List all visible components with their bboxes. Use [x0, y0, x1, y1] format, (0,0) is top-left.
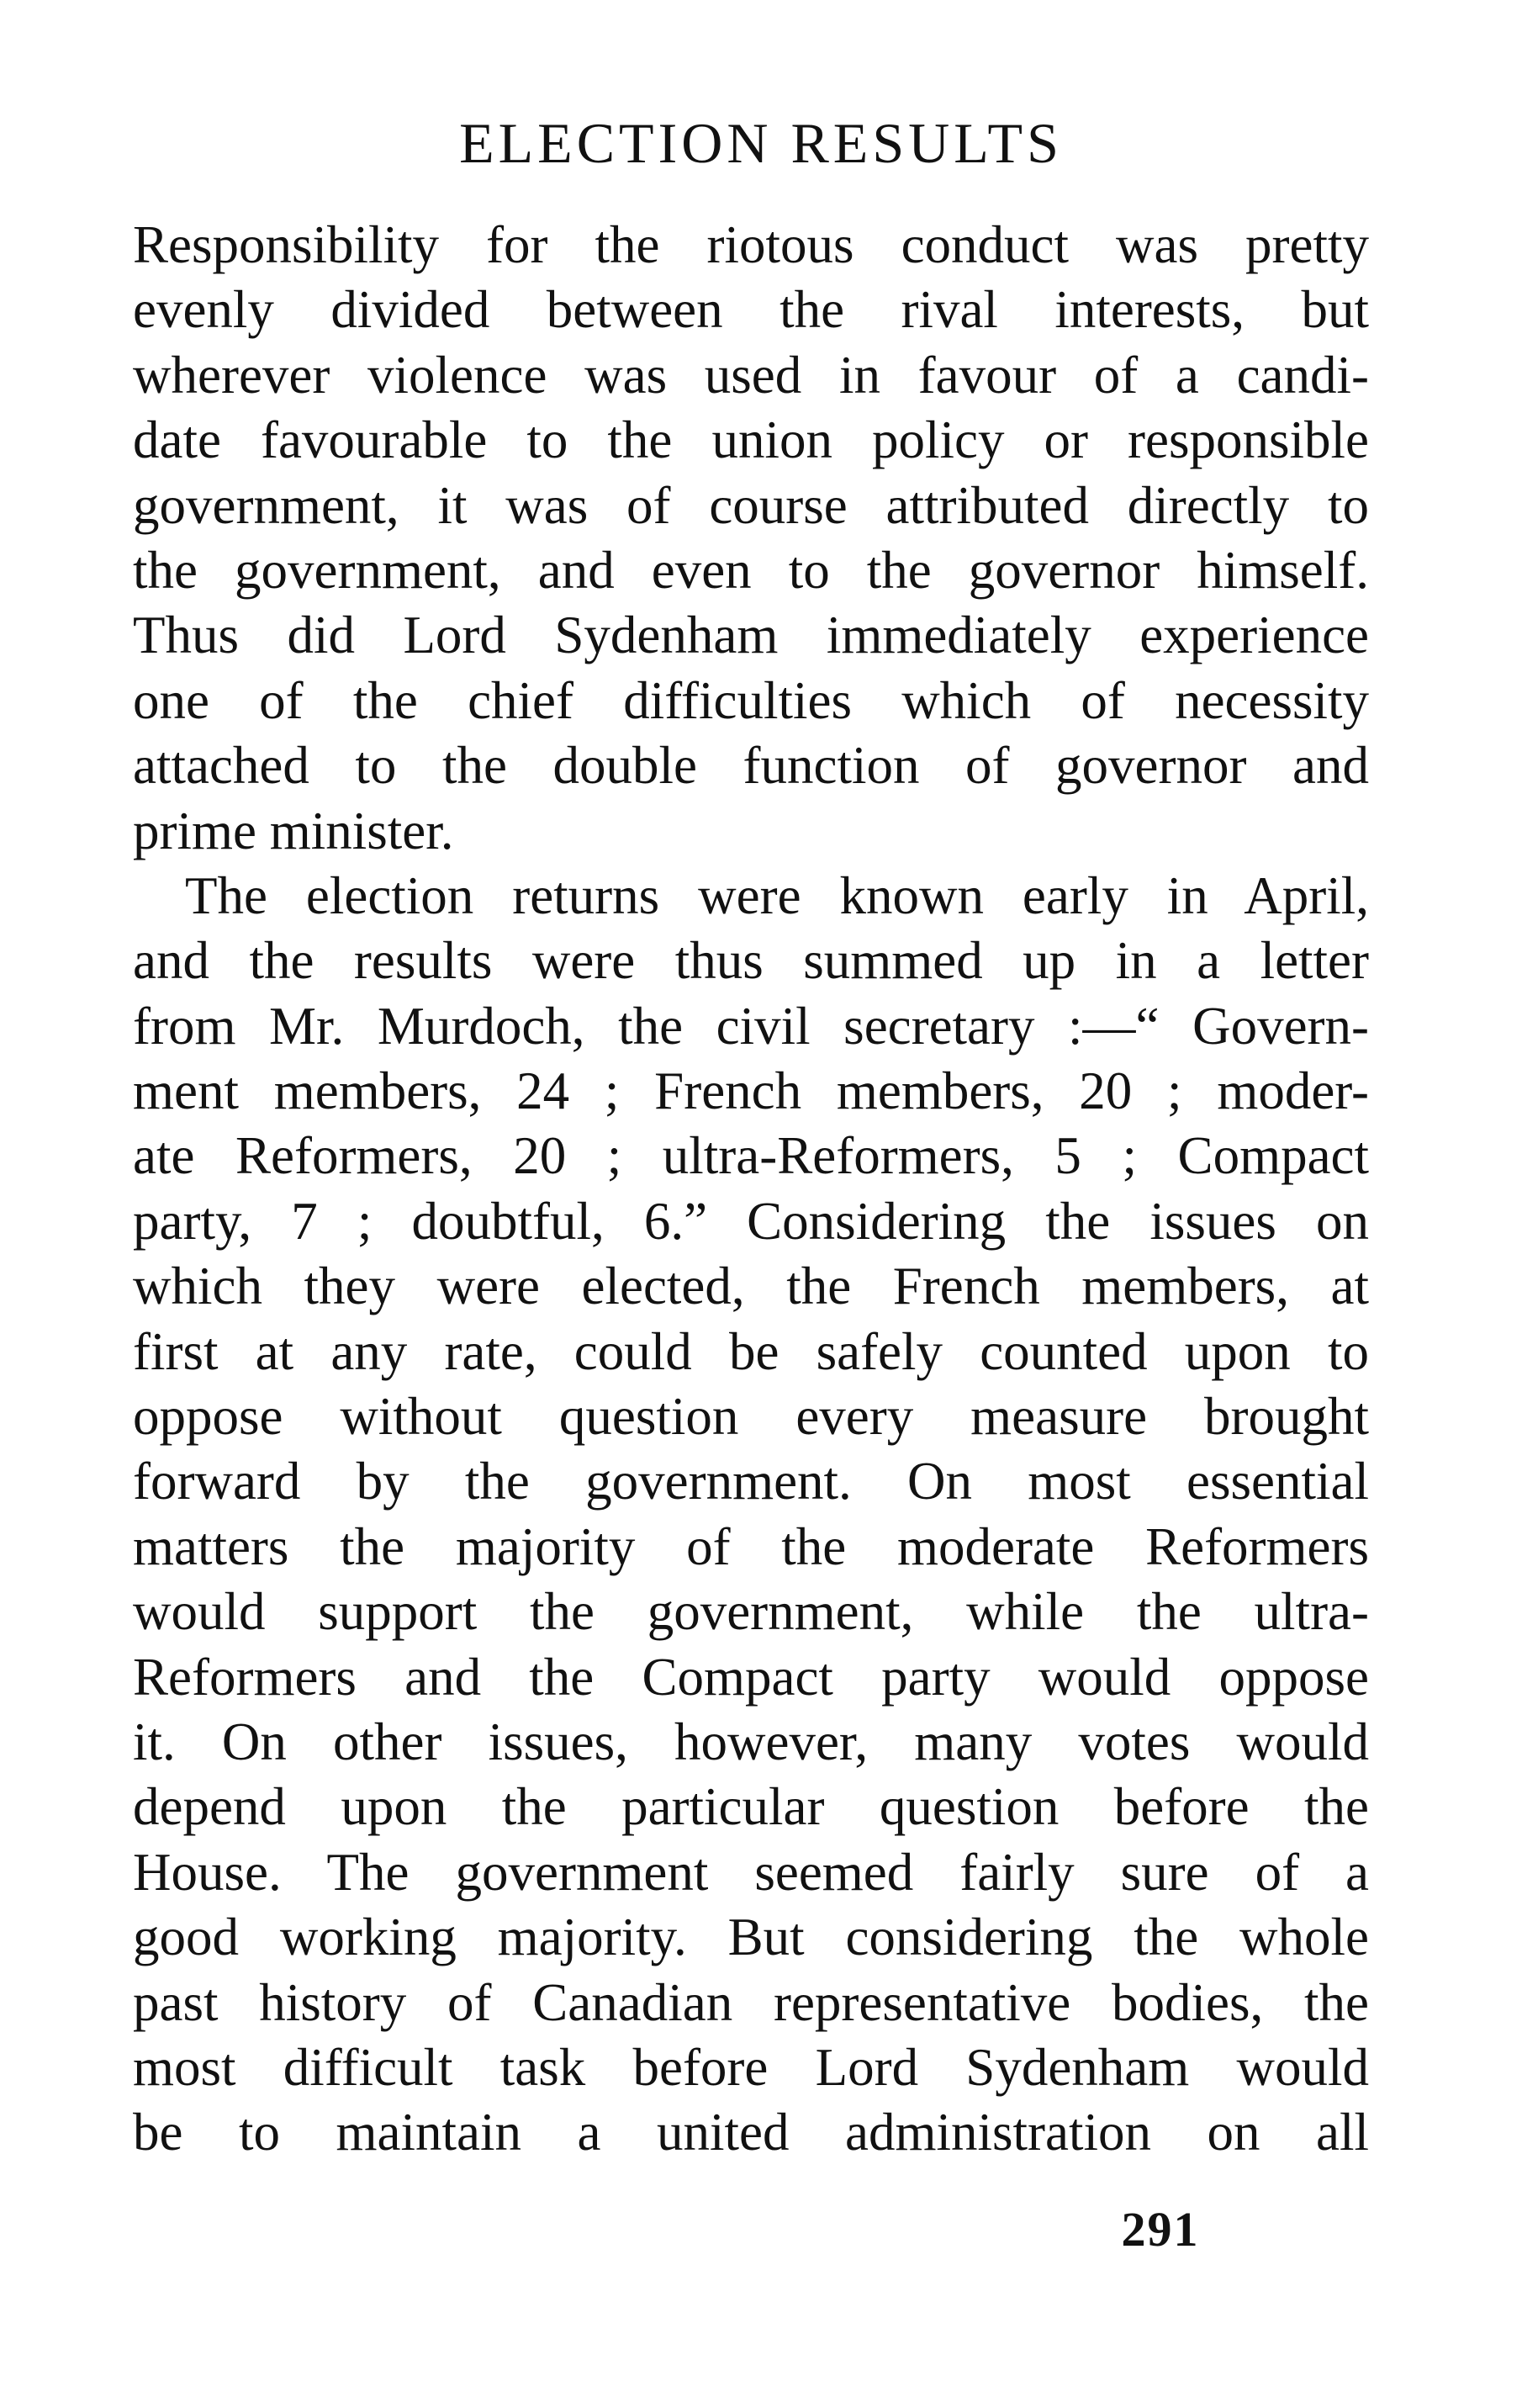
- text-line: The election returns were known early in April,: [185, 865, 1369, 925]
- text-line: forward by the government. On most essential: [133, 1452, 1369, 1511]
- text-line: prime minister.: [133, 801, 454, 860]
- text-line: first at any rate, could be safely counted upon to: [133, 1321, 1369, 1381]
- text-line: attached to the double function of governor and: [133, 736, 1369, 796]
- text-line: wherever violence was used in favour of a candi-: [133, 345, 1369, 405]
- text-line: ment members, 24 ; French members, 20 ; moder-: [133, 1061, 1369, 1121]
- text-line: depend upon the particular question before the: [133, 1777, 1369, 1837]
- text-line: House. The government seemed fairly sure of a: [133, 1842, 1369, 1902]
- text-line: good working majority. But considering the whole: [133, 1908, 1369, 1967]
- text-line: one of the chief difficulties which of necessity: [133, 670, 1369, 730]
- text-line: Responsibility for the riotous conduct was pretty: [133, 215, 1369, 274]
- text-line: matters the majority of the moderate Reformers: [133, 1516, 1369, 1576]
- text-line: the government, and even to the governor himself.: [133, 540, 1369, 600]
- text-line: ate Reformers, 20 ; ultra-Reformers, 5 ; Compact: [133, 1126, 1369, 1186]
- text-line: past history of Canadian representative bodies, the: [133, 1972, 1369, 2032]
- text-line: Thus did Lord Sydenham immediately experience: [133, 606, 1369, 665]
- text-line: government, it was of course attributed directly to: [133, 475, 1369, 535]
- text-line: would support the government, while the ultra-: [133, 1582, 1369, 1642]
- text-line: from Mr. Murdoch, the civil secretary :—“ Govern-: [133, 996, 1369, 1056]
- body-text: [133, 213, 1369, 2166]
- text-line: evenly divided between the rival interests, but: [133, 280, 1369, 340]
- text-line: which they were elected, the French members, at: [133, 1257, 1369, 1316]
- text-line: oppose without question every measure brought: [133, 1387, 1369, 1447]
- text-line: it. On other issues, however, many votes would: [133, 1712, 1369, 1771]
- text-line: be to maintain a united administration on all: [133, 2103, 1369, 2162]
- text-line: and the results were thus summed up in a letter: [133, 931, 1369, 991]
- running-head: ELECTION RESULTS: [459, 111, 1063, 175]
- text-line: most difficult task before Lord Sydenham would: [133, 2037, 1369, 2097]
- text-line: party, 7 ; doubtful, 6.” Considering the issues on: [133, 1191, 1369, 1251]
- text-line: date favourable to the union policy or responsible: [133, 410, 1369, 470]
- page-number: 291: [1121, 2202, 1200, 2257]
- text-line: Reformers and the Compact party would oppose: [133, 1647, 1369, 1707]
